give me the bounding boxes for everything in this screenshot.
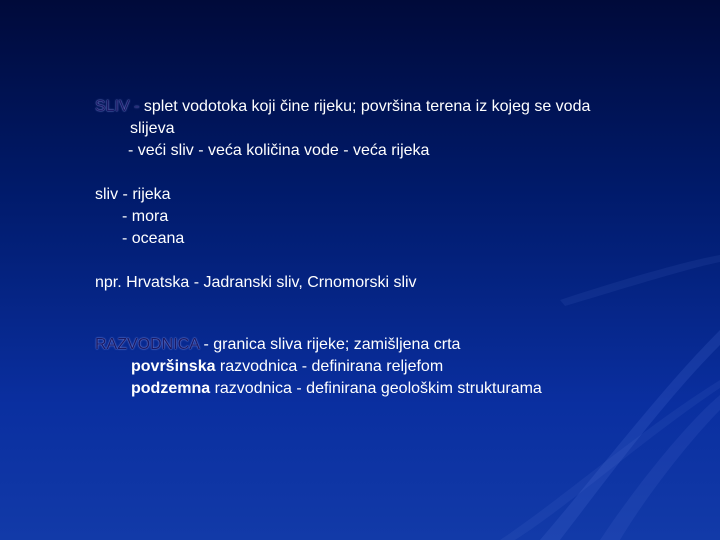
sliv-oceana-line: - oceana (122, 230, 185, 247)
sliv-term: SLIV (95, 98, 130, 115)
surface-divide-rest: razvodnica - definirana reljefom (215, 358, 444, 375)
slide-content (95, 96, 695, 400)
razvodnica-definition: - granica sliva rijeke; zamišljena crta (199, 336, 461, 353)
underground-divide-term: podzemna (131, 380, 211, 397)
surface-divide-line (95, 356, 695, 378)
underground-divide-line (95, 378, 695, 400)
example-line: npr. Hrvatska - Jadranski sliv, Crnomorski sliv (95, 274, 417, 291)
razvodnica-term: RAZVODNICA (95, 336, 200, 353)
sliv-definition-continued: slijeva (130, 120, 175, 137)
sliv-rijeka-line: sliv - rijeka (95, 186, 171, 203)
razvodnica-definition-line (95, 334, 695, 356)
underground-divide-rest: razvodnica - definirana geološkim strukturama (210, 380, 542, 397)
sliv-dash: - (129, 98, 144, 115)
sliv-note: - veći sliv - veća količina vode - veća rijeka (128, 142, 430, 159)
surface-divide-term: površinska (131, 358, 216, 375)
sliv-definition: splet vodotoka koji čine rijeku; površina terena iz kojeg se voda (143, 98, 591, 115)
sliv-mora-line: - mora (122, 208, 169, 225)
sliv-definition-line (95, 96, 695, 118)
